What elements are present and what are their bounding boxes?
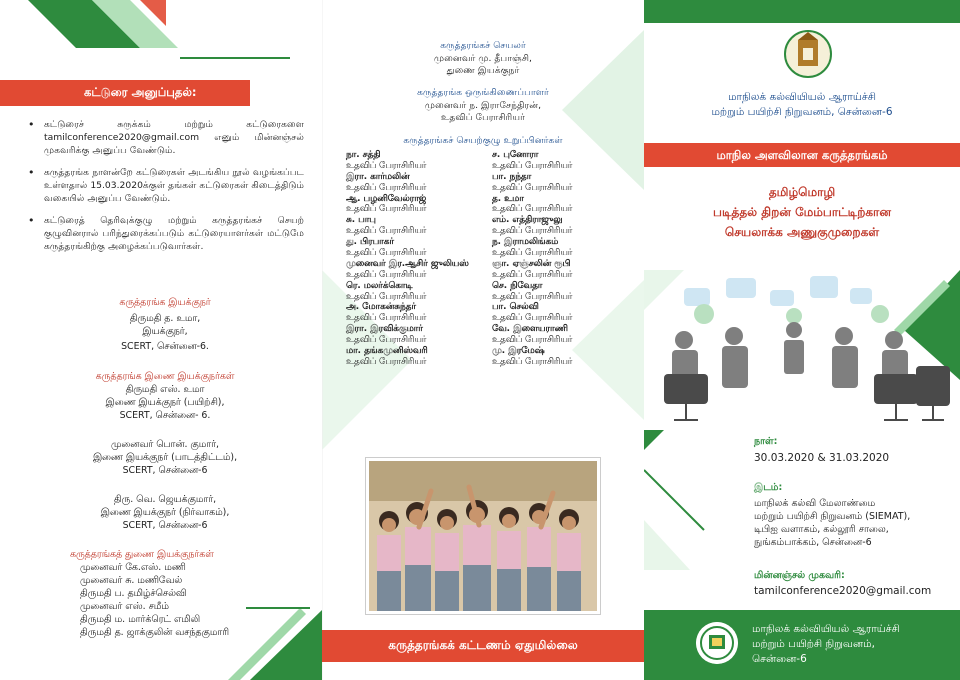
member-title: உதவிப் பேராசிரியர்: [492, 204, 573, 215]
director-block: [40, 296, 290, 353]
person-name: முனைவர் ந. இராசேந்திரன்,: [424, 99, 542, 111]
venue-label: இடம்:: [754, 482, 783, 493]
member-name: து. பிரபாகர்: [346, 237, 394, 248]
member-title: உதவிப் பேராசிரியர்: [492, 335, 573, 346]
person-title: இணை இயக்குநர் (நிர்வாகம்),: [100, 507, 230, 518]
date-value: 30.03.2020 & 31.03.2020: [754, 452, 890, 464]
role-heading: கருத்தரங்கத் துணை இயக்குநர்கள்: [70, 549, 214, 560]
member-name: மு. இரமேஷ்: [492, 346, 545, 357]
email-label: மின்னஞ்சல் முகவரி:: [754, 570, 845, 581]
students-illustration: [369, 461, 597, 611]
coordinator-block: [322, 87, 644, 125]
panel-committee: [322, 0, 644, 680]
deputy-name: திருமதி ப. தமிழ்ச்செல்வி: [80, 588, 187, 599]
member-title: உதவிப் பேராசிரியர்: [346, 356, 427, 367]
org-line: மற்றும் பயிற்சி நிறுவனம், சென்னை-6: [711, 106, 893, 118]
member-name: த. உமா: [492, 193, 524, 204]
footer-line: மற்றும் பயிற்சி நிறுவனம்,: [752, 638, 875, 650]
venue-line: நுங்கம்பாக்கம், சென்னை-6: [754, 537, 872, 548]
deputy-name: திருமதி ம. மார்க்ரெட் எமிலி: [80, 614, 201, 625]
org-line: மாநிலக் கல்வியியல் ஆராய்ச்சி: [728, 91, 876, 103]
fee-banner: கருத்தரங்கக் கட்டணம் ஏதுமில்லை: [322, 630, 644, 662]
role-heading: கருத்தரங்க இணை இயக்குநர்கள்: [95, 371, 235, 382]
footer-line: சென்னை-6: [752, 653, 807, 665]
member-title: உதவிப் பேராசிரியர்: [346, 313, 427, 324]
member-title: உதவிப் பேராசிரியர்: [346, 269, 427, 280]
tamilnadu-emblem-icon: [784, 28, 832, 80]
member-name: ஞா. ஏஞ்சலின் ரூபி: [492, 258, 571, 269]
venue-line: மற்றும் பயிற்சி நிறுவனம் (SIEMAT),: [754, 511, 911, 522]
member-name: செ. நிவேதா: [492, 280, 543, 291]
footer-text: [752, 622, 900, 667]
member-title: உதவிப் பேராசிரியர்: [346, 335, 427, 346]
member-name: சு. பாபு: [346, 215, 376, 226]
seminar-title: [644, 182, 960, 242]
person-title: இயக்குநர்,: [142, 326, 188, 337]
role-heading: கருத்தரங்க இயக்குநர்: [119, 297, 211, 308]
member-name: எம். எத்திராஜுலு: [492, 215, 563, 226]
member-name: வே. இளையராணி: [492, 324, 568, 335]
member-title: உதவிப் பேராசிரியர்: [492, 248, 573, 259]
person-name: முனைவர் பொன். குமார்,: [110, 439, 220, 450]
panel3-decoration: [644, 430, 764, 580]
person-name: திருமதி த. உமா,: [129, 313, 201, 324]
committee-members: [346, 150, 636, 368]
person-org: SCERT, சென்னை- 6.: [119, 410, 211, 421]
member-title: உதவிப் பேராசிரியர்: [346, 204, 427, 215]
person-org: SCERT, சென்னை-6: [122, 465, 208, 476]
panel-cover: [644, 0, 960, 680]
deputy-name: திருமதி த. ஜாக்குலின் வசந்தகுமாரி: [80, 627, 230, 638]
title-line: செயலாக்க அணுகுமுறைகள்: [724, 225, 880, 239]
member-title: உதவிப் பேராசிரியர்: [346, 160, 427, 171]
footer-line: மாநிலக் கல்வியியல் ஆராய்ச்சி: [752, 623, 900, 635]
seminar-banner: மாநில அளவிலான கருத்தரங்கம்: [644, 143, 960, 167]
person-org: SCERT, சென்னை-6: [122, 520, 208, 531]
meeting-illustration: [644, 270, 960, 430]
title-line: படித்தல் திறன் மேம்பாட்டிற்கான: [713, 205, 891, 219]
deputy-name: முனைவர் எஸ். சமீம்: [80, 601, 169, 612]
member-name: இரா. இரவிக்குமார்: [346, 324, 423, 335]
venue-line: டிபிஐ வளாகம், கல்லூரி சாலை,: [754, 524, 889, 535]
bullet-item: • கட்டுரைத் தெரிவுக்குழு மற்றும் கருத்தரங்கச் செயற் குழுவினரால் பரிந்துரைக்கப்படும் கட்டுரையாளர்கள் மட்டுமே கருத்தரங்கிற்கு அழைக்கப்படுவார்கள்.: [26, 214, 304, 253]
date-label: நாள்:: [754, 436, 778, 447]
member-title: உதவிப் பேராசிரியர்: [346, 182, 427, 193]
person-name: திரு. வெ. ஜெயக்குமார்,: [113, 494, 217, 505]
organization-name: [644, 90, 960, 120]
panel-submission: [0, 0, 322, 680]
member-name: ரெ. மலர்க்கொடி: [346, 280, 413, 291]
person-org: SCERT, சென்னை-6.: [121, 341, 209, 352]
committee-heading: [322, 135, 644, 148]
top-bar: [644, 0, 960, 23]
member-name: பா. செல்வி: [492, 302, 539, 313]
member-title: உதவிப் பேராசிரியர்: [492, 356, 573, 367]
member-title: உதவிப் பேராசிரியர்: [492, 313, 573, 324]
member-name: ச. புனோரா: [492, 150, 539, 160]
member-title: உதவிப் பேராசிரியர்: [346, 291, 427, 302]
bullet-item: • கட்டுரைச் சுருக்கம் மற்றும் கட்டுரைகளை tamilconference2020@gmail.com எனும் மின்னஞ்சல் முகவரிக்கு அனுப்ப வேண்டும்.: [26, 118, 304, 157]
venue-block: [754, 497, 910, 549]
deputy-directors-block: [70, 548, 280, 639]
member-name: மா. தங்கமுனிஸ்வரி: [346, 346, 428, 357]
joint-directors-block: [40, 370, 290, 532]
member-name: ந. இராமலிங்கம்: [492, 237, 559, 248]
bullet-item: • கருத்தரங்க நாளன்றே கட்டுரைகள் அடங்கிய நூல் வழங்கப்பட உள்ளதால் 15.03.2020க்குள் தங்கள் கட்டுரைகள் கிடைத்திடும் வகையில் அனுப்ப வேண்டும்.: [26, 166, 304, 205]
member-name: அ. மோகன்சுந்தர்: [346, 302, 416, 313]
submission-bullets: [26, 118, 304, 262]
venue-line: மாநிலக் கல்வி மேலாண்மை: [754, 498, 876, 509]
students-photo: [366, 458, 600, 614]
role-heading: கருத்தரங்கச் செயலர்: [440, 40, 526, 51]
person-title: இணை இயக்குநர் (பயிற்சி),: [105, 397, 225, 408]
member-title: உதவிப் பேராசிரியர்: [492, 291, 573, 302]
member-name: நா. சத்தி: [346, 150, 381, 160]
person-title: இணை இயக்குநர் (பாடத்திட்டம்),: [92, 452, 238, 463]
member-title: உதவிப் பேராசிரியர்: [346, 248, 427, 259]
member-title: உதவிப் பேராசிரியர்: [492, 226, 573, 237]
member-title: உதவிப் பேராசிரியர்: [492, 269, 573, 280]
title-line: தமிழ்மொழி: [768, 185, 836, 199]
email-value[interactable]: tamilconference2020@gmail.com: [754, 585, 932, 597]
secretary-block: [322, 40, 644, 78]
member-name: இரா. கார்மலின்: [346, 171, 410, 182]
member-name: ஆ. பழனிவேல்ராஜ்: [346, 193, 427, 204]
person-name: திருமதி எஸ். உமா: [125, 384, 205, 395]
person-title: துணை இயக்குநர்: [446, 65, 520, 76]
member-title: உதவிப் பேராசிரியர்: [492, 182, 573, 193]
submission-header: கட்டுரை அனுப்புதல்:: [0, 80, 250, 106]
person-name: முனைவர் மு. தீபாஞ்சி,: [434, 52, 532, 64]
role-heading: கருத்தரங்க ஒருங்கிணைப்பாளர்: [417, 87, 549, 98]
member-title: உதவிப் பேராசிரியர்: [492, 160, 573, 171]
person-title: உதவிப் பேராசிரியர்: [441, 112, 525, 123]
deputy-name: முனைவர் சு. மணிவேல்: [80, 575, 183, 586]
member-name: பா. நந்தா: [492, 171, 532, 182]
scert-logo-icon: [696, 622, 738, 664]
member-name: முனைவர் இர.ஆசிர் ஜுலியஸ்: [346, 258, 469, 269]
deputy-name: முனைவர் கே.எஸ். மணி: [80, 562, 186, 573]
footer-bar: [644, 610, 960, 680]
role-heading: கருத்தரங்கச் செயற்குழு உறுப்பினர்கள்: [403, 135, 563, 146]
member-title: உதவிப் பேராசிரியர்: [346, 226, 427, 237]
